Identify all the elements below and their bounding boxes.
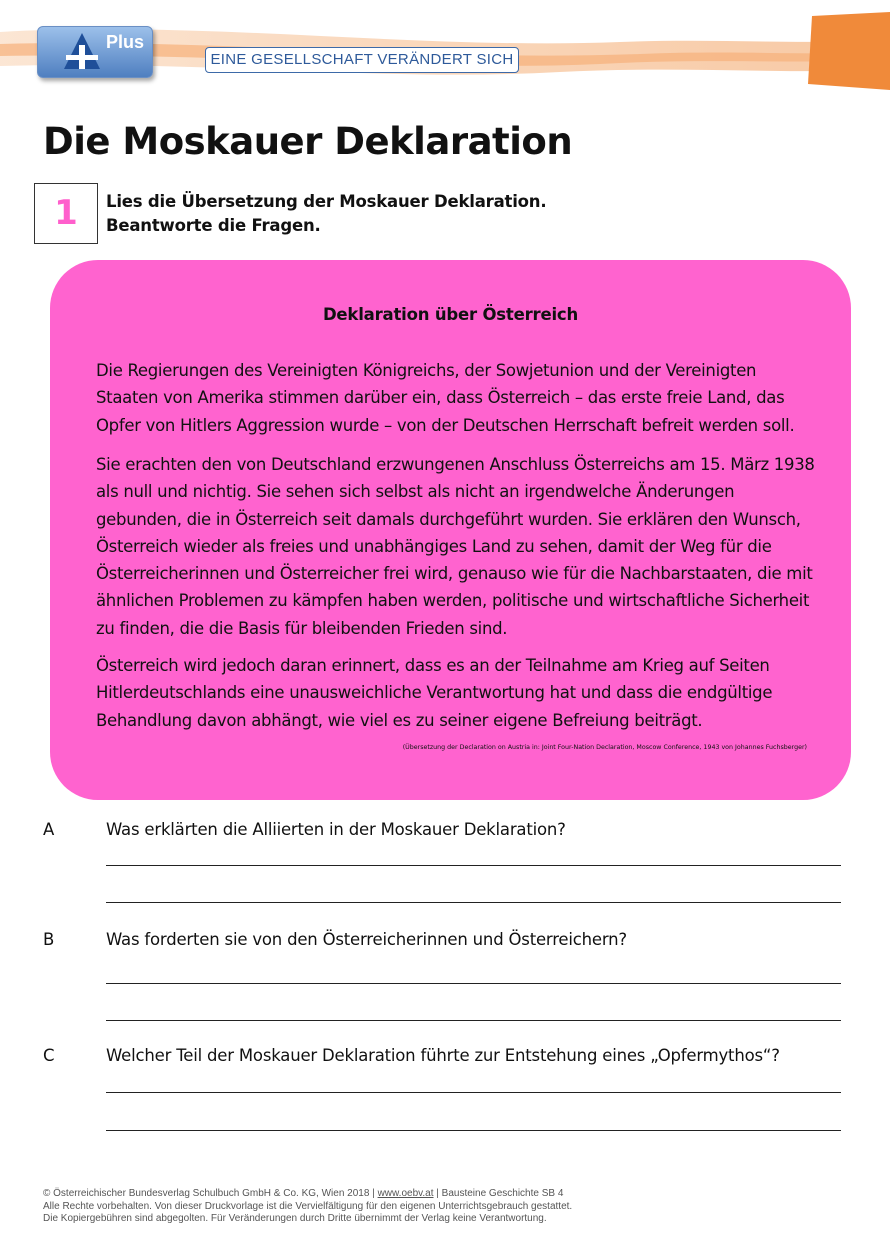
plus-logo [37, 26, 153, 78]
publisher-link[interactable]: www.oebv.at [377, 1188, 434, 1199]
answer-line[interactable] [106, 983, 841, 984]
question-text: Welcher Teil der Moskauer Deklaration führte zur Entstehung eines „Opfermythos“? [106, 1046, 780, 1065]
instruction-line-2: Beantworte die Fragen. [106, 216, 321, 235]
question-letter: C [43, 1046, 55, 1065]
footer-line-1 [43, 1188, 572, 1201]
answer-line[interactable] [106, 1020, 841, 1021]
footer-line-2: Alle Rechte vorbehalten. Von dieser Druckvorlage ist die Vervielfältigung für den eigenen Unterrichtsgebrauch gestattet. [43, 1200, 573, 1212]
answer-line[interactable] [106, 1092, 841, 1093]
logo-text: Plus [106, 32, 145, 52]
series-title: EINE GESELLSCHAFT VERÄNDERT SICH [205, 47, 519, 73]
question-letter: B [43, 930, 55, 949]
page-title: Die Moskauer Deklaration [43, 120, 573, 163]
question-text: Was forderten sie von den Österreicherinnen und Österreichern? [106, 930, 627, 949]
footer-book-title: | Bausteine Geschichte SB 4 [433, 1188, 564, 1199]
footer-copyright: © Österreichischer Bundesverlag Schulbuch GmbH & Co. KG, Wien 2018 | [43, 1188, 378, 1199]
task-number: 1 [34, 183, 98, 244]
declaration-box [50, 260, 851, 800]
answer-line[interactable] [106, 865, 841, 866]
instruction-line-1: Lies die Übersetzung der Moskauer Deklaration. [106, 192, 547, 211]
footer-line-3: Die Kopiergebühren sind abgegolten. Für Veränderungen durch Dritte übernimmt der Verlag keine Verantwortung. [43, 1213, 547, 1224]
answer-line[interactable] [106, 902, 841, 903]
answer-line[interactable] [106, 1130, 841, 1131]
footer [43, 1188, 572, 1226]
declaration-paragraph-2: Sie erachten den von Deutschland erzwungenen Anschluss Österreichs am 15. März 1938 als null und nichtig. Sie sehen sich selbst als nicht an irgendwelche Änderungen gebunden, die in Österreich seit damals durchgeführt wurden. Sie erklären den Wunsch, Österreich wieder als freies und unabhängiges Land zu sehen, damit der Weg für die Österreicherinnen und Österreicher frei wird, genauso wie für die Nachbarstaaten, die mit ähnlichen Problemen zu kämpfen haben werden, politische und wirtschaftliche Sicherheit zu finden, die die Basis für bleibenden Frieden sind. [96, 455, 815, 638]
declaration-heading: Deklaration über Österreich [322, 305, 579, 324]
question-letter: A [43, 820, 55, 839]
task-instructions [106, 190, 546, 238]
question-text: Was erklärten die Alliierten in der Moskauer Deklaration? [106, 820, 566, 839]
triangle-logo-icon [62, 31, 102, 71]
declaration-paragraph-3: Österreich wird jedoch daran erinnert, dass es an der Teilnahme am Krieg auf Seiten Hitlerdeutschlands eine unausweichliche Verantwortung hat und dass die endgültige Behandlung davon abhängt, wie viel es zu seiner eigene Befreiung beiträgt. [96, 656, 773, 730]
declaration-source: (Übersetzung der Declaration on Austria in: Joint Four-Nation Declaration, Moscow Conference, 1943 von Johannes Fuchsberger) [402, 744, 807, 751]
declaration-paragraph-1: Die Regierungen des Vereinigten Königreichs, der Sowjetunion und der Vereinigten Staaten von Amerika stimmen darüber ein, dass Österreich – das erste freie Land, das Opfer von Hitlers Aggression wurde – von der Deutschen Herrschaft befreit werden soll. [96, 361, 795, 435]
